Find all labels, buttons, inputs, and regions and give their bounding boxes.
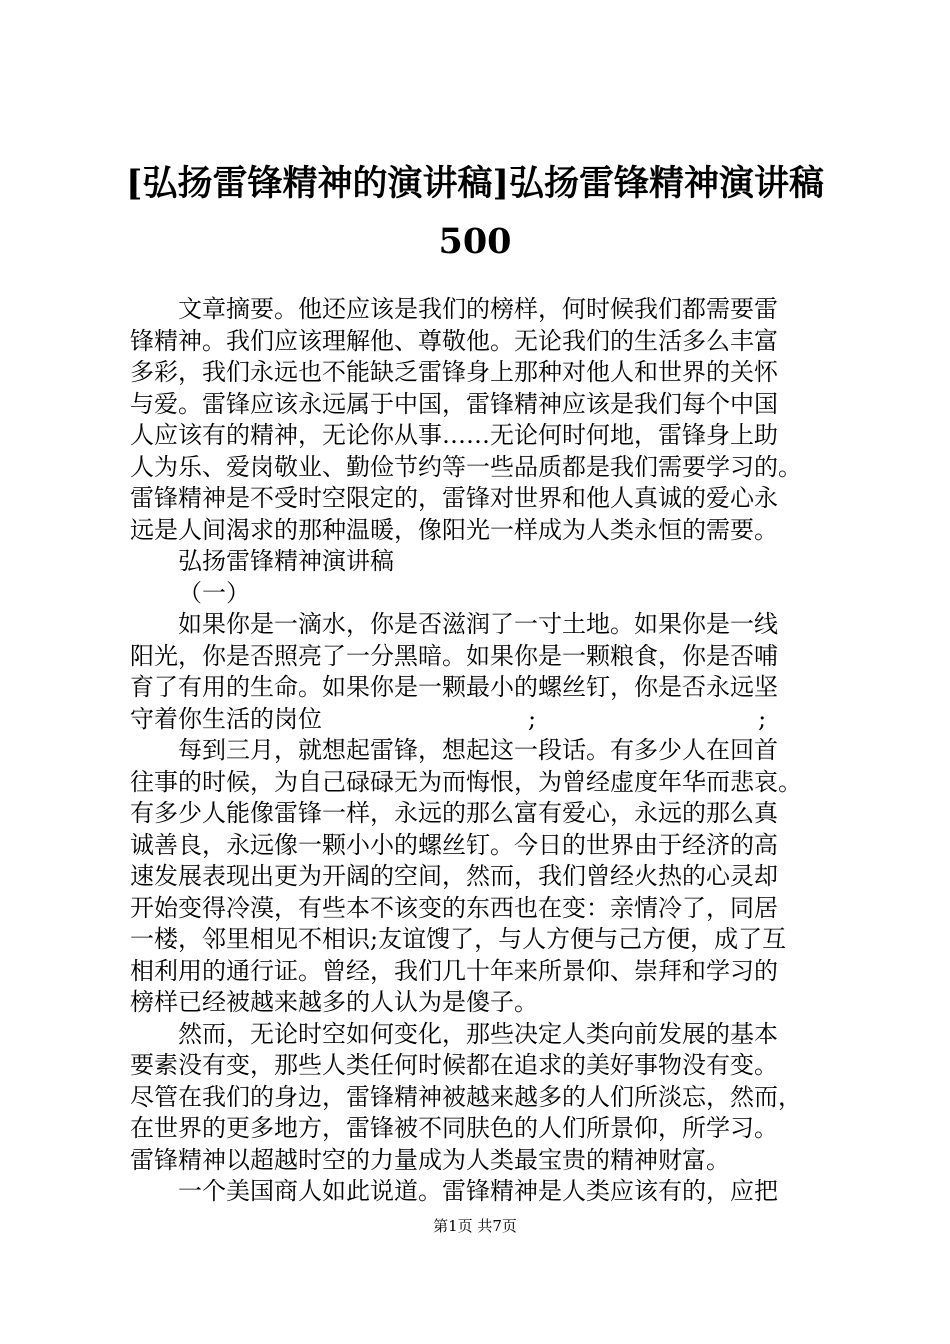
text-line: 远是人间渴求的那种温暖，像阳光一样成为人类永恒的需要。: [130, 515, 778, 544]
text-line: 要素没有变，那些人类任何时候都在追求的美好事物没有变。: [130, 1051, 778, 1079]
text-fragment: 守着你生活的岗位: [130, 704, 322, 733]
text-line: 锋精神。我们应该理解他、尊敬他。无论我们的生活多么丰富: [130, 326, 778, 355]
text-line: 文章摘要。他还应该是我们的榜样，何时候我们都需要雷: [178, 295, 778, 323]
text-line: 速发展表现出更为开阔的空间，然而，我们曾经火热的心灵却: [130, 862, 778, 890]
text-line: 阳光，你是否照亮了一分黑暗。如果你是一颗粮食，你是否哺: [130, 641, 778, 670]
document-body: [130, 294, 835, 1208]
semicolon-mark: ;: [758, 704, 767, 733]
text-line: 一楼，邻里相见不相识;友谊馊了，与人方便与己方便，成了互: [130, 925, 787, 953]
text-line: 每到三月，就想起雷锋，想起这一段话。有多少人在回首: [178, 736, 778, 764]
text-line: 有多少人能像雷锋一样，永远的那么富有爱心，永远的那么真: [130, 799, 778, 827]
text-line: 相利用的通行证。曾经，我们几十年来所景仰、崇拜和学习的: [130, 956, 778, 985]
text-line: 雷锋精神是不受时空限定的，雷锋对世界和他人真诚的爱心永: [130, 484, 778, 512]
text-line: 如果你是一滴水，你是否滋润了一寸土地。如果你是一线: [178, 610, 778, 638]
section-number: （一）: [178, 578, 250, 607]
text-line: 与爱。雷锋应该永远属于中国，雷锋精神应该是我们每个中国: [130, 389, 778, 418]
text-line: 人为乐、爱岗敬业、勤俭节约等一些品质都是我们需要学习的。: [130, 452, 802, 481]
text-line: 开始变得冷漠，有些本不该变的东西也在变：亲情冷了，同居: [130, 893, 778, 922]
text-line: 诚善良，永远像一颗小小的螺丝钉。今日的世界由于经济的高: [130, 830, 778, 859]
section-heading: 弘扬雷锋精神演讲稿: [178, 547, 394, 575]
text-line: 雷锋精神以超越时空的力量成为人类最宝贵的精神财富。: [130, 1145, 730, 1174]
text-line: 多彩，我们永远也不能缺乏雷锋身上那种对他人和世界的关怀: [130, 358, 778, 386]
text-line: 榜样已经被越来越多的人认为是傻子。: [130, 988, 538, 1016]
title-line-2: 500: [438, 221, 512, 262]
text-line-with-semicolons: [130, 704, 835, 736]
semicolon-mark: ;: [528, 704, 537, 733]
text-line: 然而，无论时空如何变化，那些决定人类向前发展的基本: [178, 1019, 778, 1048]
title-line-1: [弘扬雷锋精神的演讲稿]弘扬雷锋精神演讲稿: [125, 163, 825, 204]
text-line: 人应该有的精神，无论你从事……无论何时何地，雷锋身上助: [130, 421, 778, 449]
page-footer: 第1页 共7页: [433, 1217, 517, 1235]
text-line: 尽管在我们的身边，雷锋精神被越来越多的人们所淡忘，然而，: [130, 1082, 802, 1111]
text-line: 育了有用的生命。如果你是一颗最小的螺丝钉，你是否永远坚: [130, 673, 778, 701]
text-line: 一个美国商人如此说道。雷锋精神是人类应该有的，应把: [178, 1177, 778, 1205]
text-line: 往事的时候，为自己碌碌无为而悔恨，为曾经虚度年华而悲哀。: [130, 767, 802, 796]
text-line: 在世界的更多地方，雷锋被不同肤色的人们所景仰，所学习。: [130, 1114, 778, 1142]
